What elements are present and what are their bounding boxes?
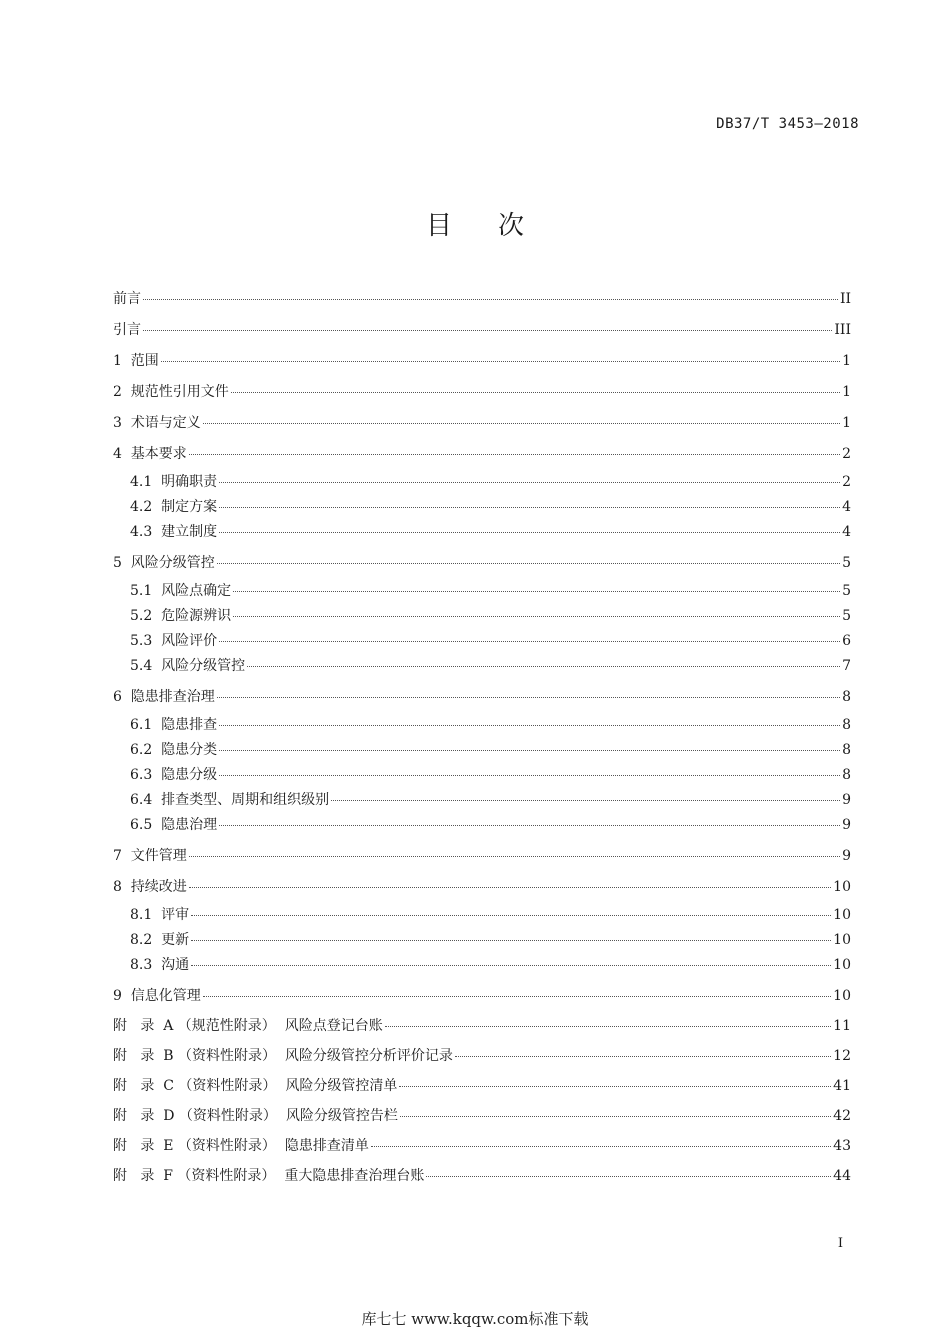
- toc-entry-page: 9: [842, 792, 851, 808]
- toc-entry[interactable]: [113, 845, 851, 865]
- toc-leader-dots: [233, 616, 840, 617]
- toc-entry[interactable]: [113, 496, 851, 516]
- toc-entry[interactable]: [113, 814, 851, 834]
- toc-entry-label: 5.4 风险分级管控: [130, 658, 246, 674]
- toc-entry-label: 5.2 危险源辨识: [130, 608, 232, 624]
- toc-entry-page: 10: [833, 932, 851, 948]
- table-of-contents: [113, 288, 851, 1185]
- toc-entry-page: III: [834, 322, 851, 338]
- toc-entry-label: 6.1 隐患排查: [130, 717, 218, 733]
- toc-entry-page: 11: [833, 1018, 851, 1034]
- toc-entry-page: 41: [833, 1078, 851, 1094]
- toc-leader-dots: [203, 996, 831, 997]
- toc-entry-page: 6: [842, 633, 851, 649]
- toc-entry-page: 8: [842, 742, 851, 758]
- toc-entry-label: 8 持续改进: [113, 879, 187, 895]
- toc-entry-page: 7: [842, 658, 851, 674]
- toc-entry-label: 8.1 评审: [130, 907, 190, 923]
- toc-leader-dots: [203, 423, 840, 424]
- toc-leader-dots: [191, 940, 831, 941]
- toc-entry-label: 4.2 制定方案: [130, 499, 218, 515]
- toc-entry-page: 1: [842, 415, 851, 431]
- toc-entry-label: 引言: [113, 322, 141, 338]
- toc-entry-label: 附 录 D （资料性附录） 风险分级管控告栏: [113, 1108, 398, 1124]
- toc-entry-label: 5.1 风险点确定: [130, 583, 232, 599]
- toc-entry[interactable]: [113, 381, 851, 401]
- toc-leader-dots: [161, 361, 840, 362]
- toc-entry-page: 4: [842, 499, 851, 515]
- toc-entry-label: 4.3 建立制度: [130, 524, 218, 540]
- toc-entry-page: 1: [842, 353, 851, 369]
- toc-leader-dots: [219, 725, 840, 726]
- toc-entry-label: 6.3 隐患分级: [130, 767, 218, 783]
- toc-entry-label: 6.2 隐患分类: [130, 742, 218, 758]
- toc-entry-page: 10: [833, 907, 851, 923]
- toc-entry[interactable]: [113, 350, 851, 370]
- toc-entry-label: 3 术语与定义: [113, 415, 201, 431]
- toc-entry-label: 9 信息化管理: [113, 988, 201, 1004]
- toc-entry-page: 9: [842, 848, 851, 864]
- toc-entry-page: 5: [842, 583, 851, 599]
- toc-entry-label: 1 范围: [113, 353, 159, 369]
- toc-entry-label: 附 录 F （资料性附录） 重大隐患排查治理台账: [113, 1168, 425, 1184]
- toc-entry[interactable]: [113, 1015, 851, 1035]
- toc-entry[interactable]: [113, 904, 851, 924]
- toc-leader-dots: [455, 1056, 831, 1057]
- toc-entry[interactable]: [113, 929, 851, 949]
- toc-entry-page: II: [839, 291, 851, 307]
- toc-entry[interactable]: [113, 521, 851, 541]
- toc-entry-page: 8: [842, 717, 851, 733]
- toc-entry[interactable]: [113, 1045, 851, 1065]
- toc-entry-label: 4 基本要求: [113, 446, 187, 462]
- toc-leader-dots: [219, 532, 840, 533]
- toc-leader-dots: [219, 507, 840, 508]
- toc-leader-dots: [231, 392, 840, 393]
- toc-leader-dots: [191, 915, 831, 916]
- toc-leader-dots: [233, 591, 840, 592]
- toc-entry-page: 2: [842, 474, 851, 490]
- toc-leader-dots: [219, 641, 840, 642]
- toc-entry-label: 6.4 排查类型、周期和组织级别: [130, 792, 330, 808]
- toc-entry-label: 7 文件管理: [113, 848, 187, 864]
- toc-entry-page: 10: [833, 879, 851, 895]
- toc-entry-label: 附 录 A （规范性附录） 风险点登记台账: [113, 1018, 383, 1034]
- toc-entry[interactable]: [113, 471, 851, 491]
- toc-entry-page: 8: [842, 689, 851, 705]
- toc-leader-dots: [217, 697, 840, 698]
- toc-entry[interactable]: [113, 655, 851, 675]
- toc-entry[interactable]: [113, 1165, 851, 1185]
- toc-entry-page: 44: [833, 1168, 851, 1184]
- toc-leader-dots: [191, 965, 831, 966]
- toc-entry[interactable]: [113, 630, 851, 650]
- toc-leader-dots: [385, 1026, 831, 1027]
- toc-leader-dots: [143, 299, 838, 300]
- toc-entry[interactable]: [113, 605, 851, 625]
- toc-leader-dots: [219, 482, 840, 483]
- toc-entry[interactable]: [113, 876, 851, 896]
- toc-entry-page: 2: [842, 446, 851, 462]
- toc-leader-dots: [399, 1086, 831, 1087]
- toc-leader-dots: [219, 825, 840, 826]
- toc-entry-label: 4.1 明确职责: [130, 474, 218, 490]
- toc-leader-dots: [143, 330, 832, 331]
- toc-entry[interactable]: [113, 1105, 851, 1125]
- toc-leader-dots: [189, 887, 831, 888]
- toc-entry[interactable]: [113, 412, 851, 432]
- toc-entry[interactable]: [113, 686, 851, 706]
- toc-entry[interactable]: [113, 552, 851, 572]
- toc-leader-dots: [189, 454, 840, 455]
- toc-entry[interactable]: [113, 319, 851, 339]
- toc-entry-label: 8.2 更新: [130, 932, 190, 948]
- toc-entry[interactable]: [113, 288, 851, 308]
- toc-entry-page: 1: [842, 384, 851, 400]
- toc-entry-page: 10: [833, 988, 851, 1004]
- toc-entry-page: 12: [833, 1048, 851, 1064]
- toc-entry-page: 8: [842, 767, 851, 783]
- toc-entry-label: 5 风险分级管控: [113, 555, 215, 571]
- toc-entry[interactable]: [113, 580, 851, 600]
- toc-entry-label: 附 录 B （资料性附录） 风险分级管控分析评价记录: [113, 1048, 453, 1064]
- toc-entry-label: 6 隐患排查治理: [113, 689, 215, 705]
- toc-entry-label: 2 规范性引用文件: [113, 384, 229, 400]
- toc-entry[interactable]: [113, 954, 851, 974]
- toc-entry-label: 5.3 风险评价: [130, 633, 218, 649]
- toc-entry-page: 10: [833, 957, 851, 973]
- document-code: DB37/T 3453—2018: [716, 116, 859, 132]
- toc-entry-page: 43: [833, 1138, 851, 1154]
- toc-entry-page: 5: [842, 608, 851, 624]
- toc-entry-label: 附 录 C （资料性附录） 风险分级管控清单: [113, 1078, 398, 1094]
- toc-entry-label: 6.5 隐患治理: [130, 817, 218, 833]
- toc-leader-dots: [331, 800, 840, 801]
- watermark-text: 库七七 www.kqqw.com标准下载: [361, 1310, 589, 1328]
- toc-leader-dots: [219, 775, 840, 776]
- toc-entry-label: 8.3 沟通: [130, 957, 190, 973]
- toc-leader-dots: [189, 856, 840, 857]
- toc-entry[interactable]: [113, 789, 851, 809]
- toc-entry-page: 9: [842, 817, 851, 833]
- toc-entry[interactable]: [113, 764, 851, 784]
- toc-entry-label: 前言: [113, 291, 141, 307]
- toc-entry-label: 附 录 E （资料性附录） 隐患排查清单: [113, 1138, 369, 1154]
- toc-entry[interactable]: [113, 985, 851, 1005]
- toc-leader-dots: [247, 666, 840, 667]
- toc-entry[interactable]: [113, 714, 851, 734]
- toc-entry[interactable]: [113, 1135, 851, 1155]
- toc-leader-dots: [426, 1176, 831, 1177]
- toc-entry[interactable]: [113, 739, 851, 759]
- toc-leader-dots: [217, 563, 840, 564]
- toc-entry-page: 4: [842, 524, 851, 540]
- toc-entry-page: 5: [842, 555, 851, 571]
- page-title: 目次: [425, 211, 570, 241]
- toc-entry-page: 42: [833, 1108, 851, 1124]
- toc-entry[interactable]: [113, 443, 851, 463]
- toc-leader-dots: [219, 750, 840, 751]
- page-number: I: [837, 1236, 843, 1251]
- toc-entry[interactable]: [113, 1075, 851, 1095]
- toc-leader-dots: [371, 1146, 831, 1147]
- toc-leader-dots: [400, 1116, 831, 1117]
